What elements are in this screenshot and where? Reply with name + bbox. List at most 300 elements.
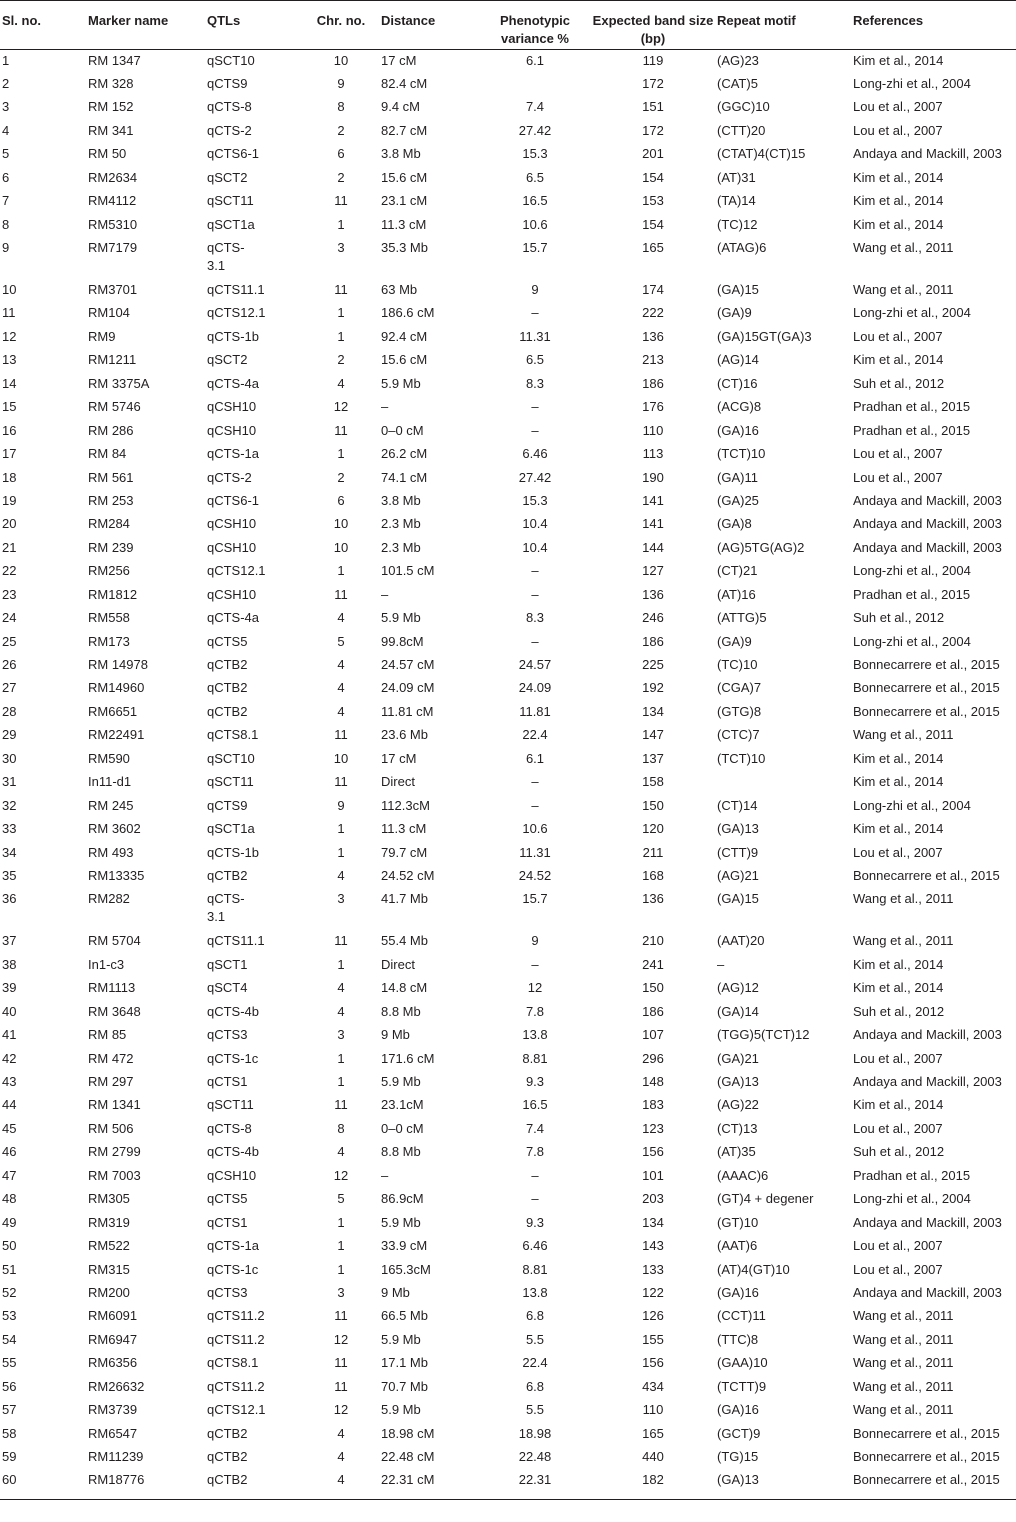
cell-marker-name: RM11239 (88, 1449, 144, 1464)
cell-sl-no: 27 (2, 680, 17, 696)
cell-chr-no: 1 (337, 821, 345, 837)
cell-distance: 2.3 Mb (381, 539, 421, 555)
cell-chr-no: 8 (337, 1120, 345, 1136)
table-row (0, 214, 1016, 237)
cell-reference: Lou et al., 2007 (853, 122, 943, 138)
cell-phenotypic-variance: 22.4 (522, 727, 548, 743)
cell-marker-name: In11-d1 (88, 774, 132, 790)
cell-chr-no: 12 (333, 1402, 349, 1418)
cell-reference: Wang et al., 2011 (853, 1355, 954, 1371)
cell-band-size: 201 (642, 146, 664, 162)
cell-qtl: qCTS11.2 (207, 1378, 265, 1394)
cell-band-size: 183 (642, 1097, 664, 1113)
table-row (0, 467, 1016, 490)
table-row (0, 443, 1016, 466)
cell-phenotypic-variance: 8.81 (522, 1261, 548, 1277)
cell-qtl: qCSH10 (207, 422, 257, 438)
cell-band-size: 134 (642, 703, 664, 719)
table-row (0, 1446, 1016, 1469)
cell-phenotypic-variance: 5.5 (525, 1331, 545, 1347)
cell-chr-no: 12 (333, 399, 349, 415)
cell-repeat-motif: (GA)13 (717, 1469, 853, 1499)
cell-sl-no: 51 (2, 1261, 17, 1277)
cell-repeat-motif: (CT)21 (717, 563, 758, 579)
cell-reference: Lou et al., 2007 (853, 1050, 943, 1066)
table-row (0, 396, 1016, 419)
cell-phenotypic-variance: 8.81 (522, 1050, 548, 1066)
cell-distance: 23.6 Mb (381, 727, 428, 743)
cell-phenotypic-variance: – (531, 399, 539, 415)
cell-qtl: qSCT1 (207, 956, 248, 972)
cell-reference: Pradhan et al., 2015 (853, 422, 971, 438)
cell-reference: Andaya and Mackill, 2003 (853, 1284, 1002, 1300)
cell-marker-name: RM200 (88, 1284, 130, 1300)
table-row (0, 120, 1016, 143)
cell-band-size: 150 (642, 797, 664, 813)
cell-marker-name: RM 5704 (88, 933, 141, 949)
table-row (0, 237, 1016, 279)
table-row (0, 977, 1016, 1000)
cell-chr-no: 1 (337, 328, 345, 344)
cell-band-size: 119 (642, 53, 664, 68)
cell-marker-name: RM6356 (88, 1355, 138, 1371)
cell-qtl: qSCT11 (207, 193, 254, 209)
cell-repeat-motif: (GCT)9 (717, 1425, 761, 1441)
cell-phenotypic-variance: 6.1 (525, 53, 545, 68)
cell-sl-no: 24 (2, 610, 17, 626)
cell-chr-no: 4 (337, 680, 345, 696)
cell-sl-no: 45 (2, 1120, 17, 1136)
cell-distance: 5.9 Mb (381, 1214, 421, 1230)
cell-qtl: qCTS-1a (207, 1238, 260, 1254)
cell-sl-no: 3 (2, 99, 10, 115)
cell-marker-name: RM 50 (88, 146, 127, 162)
cell-repeat-motif: (CTT)20 (717, 122, 766, 138)
table-row (0, 865, 1016, 888)
cell-repeat-motif: (AG)23 (717, 53, 759, 68)
cell-band-size: 165 (642, 240, 664, 255)
table-row (0, 584, 1016, 607)
cell-band-size: 147 (642, 727, 664, 743)
cell-qtl: qCTS-1b (207, 844, 260, 860)
cell-phenotypic-variance: 15.7 (522, 240, 548, 255)
cell-sl-no: 49 (2, 1214, 17, 1230)
cell-sl-no: 38 (2, 956, 17, 972)
cell-qtl: qCTB2 (207, 1425, 248, 1441)
cell-band-size: 141 (642, 492, 664, 508)
cell-marker-name: RM1113 (88, 980, 136, 996)
cell-distance: 5.9 Mb (381, 1402, 421, 1418)
cell-distance: 15.6 cM (381, 352, 428, 368)
cell-marker-name: RM1812 (88, 586, 138, 602)
cell-sl-no: 55 (2, 1355, 17, 1371)
cell-qtl: qCSH10 (207, 516, 257, 532)
table-row (0, 1329, 1016, 1352)
cell-reference: Lou et al., 2007 (853, 1238, 943, 1254)
table-body (0, 50, 1016, 1500)
cell-repeat-motif: (GA)9 (717, 305, 752, 321)
table-row (0, 1352, 1016, 1375)
cell-chr-no: 6 (337, 146, 345, 162)
cell-qtl: qCTS1 (207, 1074, 248, 1089)
cell-sl-no: 11 (2, 305, 16, 321)
cell-marker-name: RM3739 (88, 1402, 138, 1418)
cell-marker-name: RM1211 (88, 352, 137, 368)
cell-sl-no: 54 (2, 1331, 17, 1347)
cell-marker-name: RM104 (88, 305, 130, 321)
table-row (0, 560, 1016, 583)
cell-phenotypic-variance: – (531, 797, 539, 813)
cell-phenotypic-variance: 15.3 (522, 146, 548, 162)
cell-phenotypic-variance: 15.3 (522, 492, 548, 508)
cell-reference: Lou et al., 2007 (853, 446, 943, 462)
cell-sl-no: 46 (2, 1144, 17, 1160)
cell-repeat-motif: (GA)8 (717, 516, 752, 532)
table-row (0, 1305, 1016, 1328)
table-row (0, 1001, 1016, 1024)
cell-qtl: qCTS11.2 (207, 1331, 265, 1347)
header-row (0, 1, 1016, 50)
table-row (0, 842, 1016, 865)
cell-marker-name: RM6091 (88, 1308, 138, 1324)
cell-marker-name: RM 561 (88, 469, 134, 485)
table-row (0, 748, 1016, 771)
cell-band-size: 153 (642, 193, 664, 209)
cell-sl-no: 9 (2, 240, 10, 255)
cell-reference: Kim et al., 2014 (853, 956, 944, 972)
cell-sl-no: 26 (2, 657, 17, 672)
cell-repeat-motif: (GA)16 (717, 422, 759, 438)
cell-band-size: 136 (642, 586, 664, 602)
cell-sl-no: 14 (2, 375, 17, 391)
cell-sl-no: 21 (2, 539, 17, 555)
table-row (0, 631, 1016, 654)
cell-distance: 22.31 cM (381, 1469, 481, 1499)
cell-band-size: 156 (642, 1144, 664, 1160)
cell-reference: Long-zhi et al., 2004 (853, 797, 971, 813)
cell-distance: 86.9cM (381, 1191, 424, 1207)
cell-distance: Direct (381, 956, 415, 972)
cell-band-size: 174 (642, 282, 664, 297)
cell-sl-no: 36 (2, 891, 17, 907)
cell-phenotypic-variance: 22.31 (481, 1469, 589, 1499)
cell-chr-no: 9 (337, 75, 345, 91)
cell-phenotypic-variance: 11.81 (519, 703, 551, 719)
cell-repeat-motif: (TG)15 (717, 1449, 759, 1464)
cell-reference: Kim et al., 2014 (853, 1097, 944, 1113)
cell-qtl: qCTB2 (207, 1449, 248, 1464)
cell-distance: 92.4 cM (381, 328, 428, 344)
cell-reference: Andaya and Mackill, 2003 (853, 539, 1002, 555)
cell-repeat-motif: (TCTT)9 (717, 1378, 767, 1394)
cell-reference: Kim et al., 2014 (853, 169, 944, 185)
cell-chr-no: 5 (337, 1191, 345, 1207)
cell-marker-name: RM5310 (88, 216, 138, 232)
cell-sl-no: 57 (2, 1402, 17, 1418)
table-row (0, 1469, 1016, 1499)
cell-marker-name: RM173 (88, 633, 130, 649)
cell-band-size: 110 (642, 422, 664, 438)
cell-sl-no: 58 (2, 1425, 17, 1441)
cell-distance: 8.8 Mb (381, 1144, 421, 1160)
cell-sl-no: 2 (2, 75, 10, 91)
cell-repeat-motif: (AG)14 (717, 352, 759, 368)
cell-repeat-motif: – (717, 956, 725, 972)
cell-phenotypic-variance: 6.5 (525, 169, 545, 185)
cell-qtl: qCTS3 (207, 1027, 248, 1043)
table-row (0, 73, 1016, 96)
cell-marker-name: RM284 (88, 516, 130, 532)
cell-band-size: 150 (642, 980, 664, 996)
cell-chr-no: 1 (337, 1261, 345, 1277)
cell-phenotypic-variance: 22.4 (522, 1355, 548, 1371)
cell-marker-name: RM 3602 (88, 821, 141, 837)
cell-chr-no: 1 (337, 1050, 345, 1066)
cell-distance: 18.98 cM (381, 1425, 435, 1441)
cell-chr-no: 11 (334, 1355, 348, 1371)
cell-phenotypic-variance: 6.8 (525, 1308, 545, 1324)
cell-marker-name: RM2634 (88, 169, 138, 185)
cell-repeat-motif: (CT)16 (717, 375, 758, 391)
cell-repeat-motif: (GGC)10 (717, 99, 770, 115)
cell-phenotypic-variance: 9.3 (525, 1074, 545, 1089)
cell-band-size: 434 (642, 1378, 664, 1394)
cell-chr-no: 11 (334, 933, 348, 949)
cell-repeat-motif: (AG)22 (717, 1097, 759, 1113)
cell-band-size: 101 (642, 1167, 664, 1183)
cell-distance: 22.48 cM (381, 1449, 435, 1464)
cell-qtl: qCTS12.1 (207, 305, 266, 321)
cell-chr-no: 1 (337, 1238, 345, 1254)
cell-qtl: qCTS8.1 (207, 727, 259, 743)
cell-repeat-motif: (GA)16 (717, 1284, 759, 1300)
table-row (0, 1282, 1016, 1305)
cell-repeat-motif: (ACG)8 (717, 399, 762, 415)
cell-marker-name: RM26632 (88, 1378, 145, 1394)
cell-distance: – (381, 399, 389, 415)
cell-marker-name: RM6651 (88, 703, 138, 719)
cell-qtl: qSCT10 (207, 53, 255, 68)
cell-distance: 24.57 cM (381, 657, 435, 672)
cell-reference: Pradhan et al., 2015 (853, 586, 971, 602)
cell-repeat-motif: (CT)13 (717, 1120, 758, 1136)
cell-band-size: 440 (642, 1449, 664, 1464)
cell-reference: Kim et al., 2014 (853, 53, 944, 68)
cell-sl-no: 41 (2, 1027, 17, 1043)
cell-distance: 5.9 Mb (381, 1074, 421, 1089)
cell-band-size: 127 (642, 563, 664, 579)
cell-distance: 112.3cM (381, 797, 430, 813)
cell-chr-no: 1 (337, 1074, 345, 1089)
cell-qtl: qSCT2 (207, 352, 248, 368)
cell-marker-name: RM 1341 (88, 1097, 141, 1113)
cell-qtl: qCTS-1a (207, 446, 260, 462)
cell-sl-no: 40 (2, 1003, 17, 1019)
cell-phenotypic-variance: 15.7 (522, 891, 548, 907)
cell-repeat-motif: (AT)31 (717, 169, 756, 185)
cell-repeat-motif: (GA)13 (717, 821, 759, 837)
cell-phenotypic-variance: 27.42 (518, 122, 552, 138)
cell-distance: 5.9 Mb (381, 1331, 421, 1347)
cell-chr-no: 4 (337, 867, 345, 883)
cell-reference: Long-zhi et al., 2004 (853, 75, 971, 91)
cell-marker-name: RM 3375A (88, 375, 150, 391)
cell-sl-no: 22 (2, 563, 17, 579)
cell-sl-no: 25 (2, 633, 17, 649)
cell-chr-no: 1 (337, 305, 345, 321)
cell-band-size: 110 (642, 1402, 664, 1418)
cell-repeat-motif: (ATTG)5 (717, 610, 767, 626)
header-distance: Distance (381, 1, 481, 50)
cell-marker-name: RM 297 (88, 1074, 134, 1089)
cell-band-size: 122 (642, 1284, 664, 1300)
cell-sl-no: 31 (2, 774, 17, 790)
cell-repeat-motif: (AAT)20 (717, 933, 765, 949)
cell-qtl: qSCT2 (207, 169, 248, 185)
cell-marker-name: RM315 (88, 1261, 130, 1277)
cell-qtl: qCTS9 (207, 75, 248, 91)
cell-qtl: qCTB2 (207, 703, 248, 719)
cell-chr-no: 11 (334, 422, 348, 438)
cell-chr-no: 4 (337, 375, 345, 391)
cell-reference: Kim et al., 2014 (853, 750, 944, 766)
cell-qtl: qSCT1a (207, 821, 255, 837)
cell-qtl: qSCT10 (207, 750, 255, 766)
cell-repeat-motif: (CT)14 (717, 797, 758, 813)
cell-sl-no: 30 (2, 750, 17, 766)
cell-sl-no: 32 (2, 797, 17, 813)
cell-reference: Wang et al., 2011 (853, 891, 954, 907)
cell-phenotypic-variance: – (531, 633, 539, 649)
cell-phenotypic-variance: 18.98 (518, 1425, 552, 1441)
cell-repeat-motif: (ATAG)6 (717, 240, 767, 255)
cell-phenotypic-variance: 11.31 (519, 844, 551, 860)
cell-phenotypic-variance: 13.8 (522, 1284, 548, 1300)
cell-band-size: 136 (642, 328, 664, 344)
table-row (0, 1071, 1016, 1094)
cell-sl-no: 59 (2, 1449, 17, 1464)
cell-sl-no: 20 (2, 516, 17, 532)
cell-distance: 9.4 cM (381, 99, 421, 115)
cell-repeat-motif: (GA)21 (717, 1050, 759, 1066)
cell-sl-no: 42 (2, 1050, 17, 1066)
cell-sl-no: 10 (2, 282, 17, 297)
cell-distance: 99.8cM (381, 633, 424, 649)
cell-band-size: 296 (642, 1050, 664, 1066)
cell-band-size: 107 (642, 1027, 664, 1043)
cell-qtl: qSCT11 (207, 1097, 254, 1113)
cell-reference: Bonnecarrere et al., 2015 (853, 1449, 1000, 1464)
cell-chr-no: 4 (337, 1425, 345, 1441)
cell-distance: 79.7 cM (381, 844, 428, 860)
header-phenotypic-variance: Phenotypic variance % (481, 1, 589, 50)
table-row (0, 1048, 1016, 1071)
cell-chr-no: 10 (333, 750, 349, 766)
cell-marker-name: RM 472 (88, 1050, 134, 1066)
cell-band-size: 120 (642, 821, 664, 837)
cell-reference: Wang et al., 2011 (853, 933, 954, 949)
cell-reference: Wang et al., 2011 (853, 1378, 954, 1394)
table-row (0, 1024, 1016, 1047)
cell-band-size: 192 (642, 680, 664, 696)
cell-qtl: qCTS-1c (207, 1050, 259, 1066)
cell-repeat-motif: (AG)5TG(AG)2 (717, 539, 805, 555)
cell-distance: 66.5 Mb (381, 1308, 428, 1324)
cell-sl-no: 6 (2, 169, 10, 185)
cell-reference: Lou et al., 2007 (853, 469, 943, 485)
cell-repeat-motif: (AAT)6 (717, 1238, 758, 1254)
cell-distance: 8.8 Mb (381, 1003, 421, 1019)
cell-reference: Andaya and Mackill, 2003 (853, 516, 1002, 532)
cell-band-size: 186 (642, 1003, 664, 1019)
cell-marker-name: RM 239 (88, 539, 134, 555)
cell-distance: 24.52 cM (381, 867, 435, 883)
cell-reference: Bonnecarrere et al., 2015 (853, 867, 1000, 883)
cell-phenotypic-variance: 8.3 (525, 375, 545, 391)
table-row (0, 96, 1016, 119)
cell-band-size: 134 (642, 1214, 664, 1230)
cell-marker-name: RM 286 (88, 422, 134, 438)
cell-repeat-motif: (TTC)8 (717, 1331, 759, 1347)
cell-chr-no: 1 (337, 446, 345, 462)
cell-qtl: qCTB2 (207, 1469, 301, 1499)
cell-distance: 17.1 Mb (381, 1355, 428, 1371)
cell-band-size: 136 (642, 891, 664, 907)
cell-chr-no: 3 (337, 1284, 345, 1300)
cell-band-size: 126 (642, 1308, 664, 1324)
cell-band-size: 144 (642, 539, 664, 555)
cell-band-size: 213 (642, 352, 664, 368)
cell-repeat-motif: (TCT)10 (717, 446, 766, 462)
cell-qtl: qCTB2 (207, 657, 248, 672)
cell-band-size: 222 (642, 305, 664, 321)
cell-marker-name: RM 245 (88, 797, 134, 813)
cell-chr-no: 4 (301, 1469, 381, 1499)
table-row (0, 654, 1016, 677)
cell-sl-no: 47 (2, 1167, 17, 1183)
cell-sl-no: 15 (2, 399, 17, 415)
cell-band-size: 246 (642, 610, 664, 626)
cell-distance: 9 Mb (381, 1027, 410, 1043)
cell-band-size: 186 (642, 633, 664, 649)
header-qtls: QTLs (207, 1, 301, 50)
cell-repeat-motif: (CTC)7 (717, 727, 760, 743)
table-row (0, 349, 1016, 372)
table-row (0, 490, 1016, 513)
cell-distance: 33.9 cM (381, 1238, 428, 1254)
cell-qtl: qCTS- 3.1 (207, 240, 245, 273)
cell-marker-name: RM 7003 (88, 1167, 141, 1183)
cell-qtl: qCTS-4a (207, 375, 260, 391)
header-chr-no: Chr. no. (301, 1, 381, 50)
cell-band-size: 133 (642, 1261, 664, 1277)
cell-chr-no: 2 (337, 352, 345, 368)
cell-sl-no: 19 (2, 492, 17, 508)
cell-repeat-motif: (GA)9 (717, 633, 752, 649)
cell-repeat-motif: (GA)13 (717, 1074, 759, 1089)
cell-sl-no: 17 (2, 446, 17, 462)
table-row (0, 724, 1016, 747)
cell-qtl: qCTS5 (207, 1191, 248, 1207)
cell-sl-no: 5 (2, 146, 10, 162)
cell-phenotypic-variance: 22.48 (518, 1449, 552, 1464)
cell-reference: Andaya and Mackill, 2003 (853, 1074, 1002, 1089)
cell-phenotypic-variance: – (531, 586, 539, 602)
cell-sl-no: 8 (2, 216, 10, 232)
cell-chr-no: 1 (337, 563, 345, 579)
cell-repeat-motif: (GAA)10 (717, 1355, 768, 1371)
table-row (0, 795, 1016, 818)
